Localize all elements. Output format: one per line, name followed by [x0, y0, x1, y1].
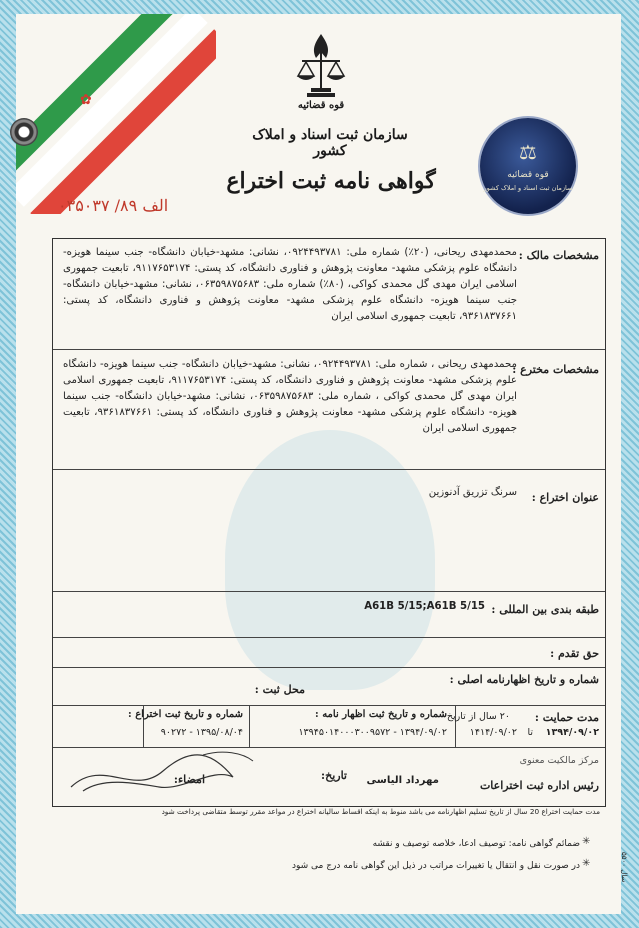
scales-of-justice-icon — [294, 30, 348, 100]
hologram-seal — [480, 118, 576, 214]
protection-label: مدت حمایت : — [534, 711, 599, 724]
head-office-label: رئیس اداره ثبت اختراعات — [479, 779, 599, 792]
classification-label: طبقه بندی بین المللی : — [491, 603, 599, 616]
side-stamp: سال ۵۵۰۰ — [620, 852, 628, 883]
registration-value: ۱۳۹۵/۰۸/۰۴ - ۹۰۲۷۲ — [160, 727, 243, 738]
organization-name: سازمان ثبت اسناد و املاک کشور — [252, 127, 408, 159]
owner-details: محمدمهدی ریحانی، (۲۰٪) شماره ملی: ۰۹۲۴۴۹۳۷۸۱، نشانی: مشهد-خیابان دانشگاه- جنب سینما هویزه- دانشگاه علوم پزشکی مشهد- معاونت پژوهش و فناوری دانشگاه، کد پستی: ۹۱۱۷۶۵۳۱۷۴، تابعیت جمهوری اسلامی ایران مهدی گل محمدی کواکی، (۸۰٪) شماره ملی: ۰۶۳۵۹۸۷۵۶۸۳، نشانی: مشهد-خیابان دانشگاه- جنب سینما هویزه- دانشگاه علوم پزشکی مشهد- معاونت پژوهش و فناوری دانشگاه، کد پستی: ۹۳۶۱۸۳۷۶۶۱، تابعیت جمهوری اسلامی ایران — [63, 247, 518, 322]
registration-place-label: محل ثبت : — [254, 683, 305, 696]
certificate-table — [52, 238, 606, 807]
protection-to-prefix: تا — [527, 727, 533, 738]
iran-flag-ribbon — [16, 14, 216, 214]
seal-line1: قوه قضائیه — [507, 170, 549, 180]
priority-label: حق تقدم : — [550, 647, 599, 660]
signature-scribble — [63, 747, 263, 799]
certificate-title: گواهی نامه ثبت اختراع — [226, 168, 436, 194]
inventor-label: مشخصات مخترع : — [512, 363, 599, 376]
seal-line2: سازمان ثبت اسناد و املاک کشور — [483, 184, 573, 192]
grommet-icon — [10, 118, 38, 146]
divider — [53, 591, 605, 592]
divider — [53, 637, 605, 638]
divider — [53, 349, 605, 350]
protection-to: ۱۴۱۴/۰۹/۰۲ — [469, 727, 517, 738]
note-transfers: در صورت نقل و انتقال یا تغییرات مراتب در ذیل این گواهی نامه درج می شود — [291, 861, 580, 871]
head-office-stamp: مرکز مالکیت معنوی — [519, 755, 599, 766]
bullet-star-icon: ✳ — [582, 858, 591, 869]
invention-title-value: سرنگ تزریق آدنوزین — [428, 487, 517, 498]
divider — [53, 667, 605, 668]
bullet-star-icon: ✳ — [582, 836, 591, 847]
classification-value: A61B 5/15;A61B 5/15 — [364, 601, 485, 612]
head-office-name: مهرداد الیاسی — [366, 775, 439, 786]
note-attachments: ضمائم گواهی نامه: توصیف ادعا، خلاصه توصیف و نقشه — [372, 839, 580, 849]
flag-emblem-icon: ✿ — [80, 92, 92, 108]
divider — [53, 469, 605, 470]
inventor-details: محمدمهدی ریحانی ، شماره ملی: ۰۹۲۴۴۹۳۷۸۱، نشانی: مشهد-خیابان دانشگاه- جنب سینما هویزه- دانشگاه علوم پزشکی مشهد- معاونت پژوهش و فناوری دانشگاه، کد پستی: ۹۱۱۷۶۵۳۱۷۴، تابعیت جمهوری اسلامی ایران مهدی گل محمدی کواکی ، شماره ملی: ۰۶۳۵۹۸۷۵۶۸۳، نشانی: مشهد-خیابان دانشگاه- جنب سینما هویزه- دانشگاه علوم پزشکی مشهد- معاونت پژوهش و فناوری دانشگاه، کد پستی: ۹۳۶۱۸۳۷۶۶۱، تابعیت جمهوری اسلامی ایران — [63, 359, 518, 434]
declaration-label: شماره و تاریخ ثبت اظهار نامه : — [315, 709, 447, 720]
owner-label: مشخصات مالک : — [518, 249, 599, 262]
invention-title-label: عنوان اختراع : — [531, 491, 599, 504]
protection-years: ۲۰ سال از تاریخ — [446, 711, 510, 722]
protection-footnote: مدت حمایت اختراع 20 سال از تاریخ تسلیم اظهارنامه می باشد منوط به اینکه اقساط سالیانه اختراع در مواعد مقرر توسط متقاضی پرداخت شود — [161, 807, 600, 816]
serial-number: الف ۸۹/ ۰۳۵۰۳۷ — [58, 196, 169, 215]
judiciary-label: قوه قضائیه — [297, 100, 345, 111]
divider — [53, 705, 605, 706]
registration-label: شماره و تاریخ ثبت اختراع : — [128, 709, 243, 720]
date-label: تاریخ: — [321, 769, 347, 782]
signature-label: امضاء: — [173, 773, 205, 786]
original-declaration-label: شماره و تاریخ اظهارنامه اصلی : — [449, 673, 599, 686]
declaration-value: ۱۳۹۴/۰۹/۰۲ - ۱۳۹۴۵۰۱۴۰۰۰۳۰۰۹۵۷۲ — [298, 727, 447, 738]
seal-scales-icon: ⚖ — [519, 140, 537, 164]
protection-from: ۱۳۹۴/۰۹/۰۲ — [545, 727, 599, 738]
